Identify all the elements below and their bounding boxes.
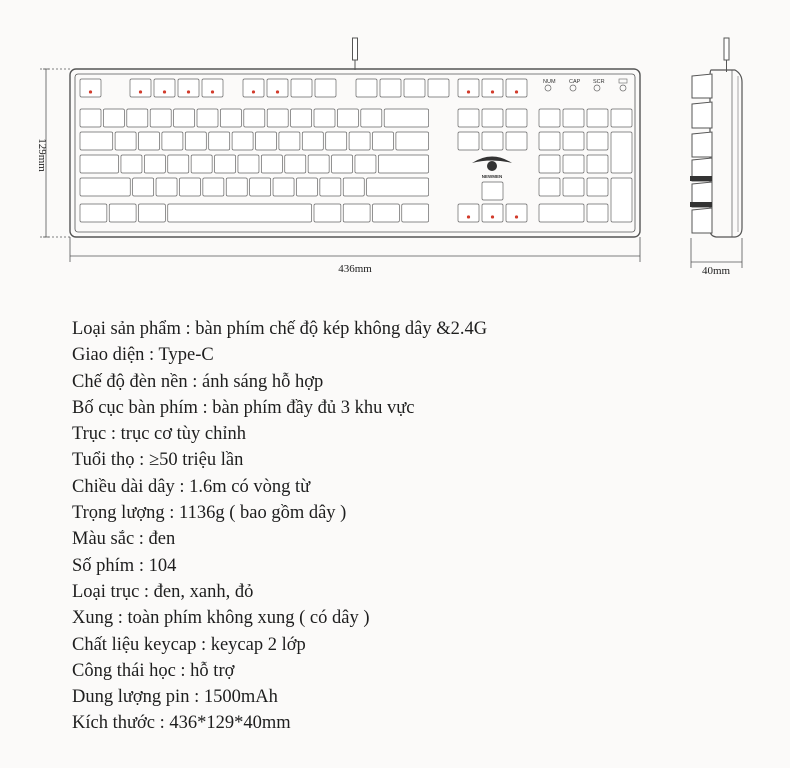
brand-logo: [472, 157, 512, 180]
cable: [353, 38, 358, 70]
keycap: [539, 204, 584, 222]
keycap: [139, 132, 160, 150]
length-dimension: [70, 237, 640, 262]
keycap: [178, 79, 199, 97]
keycap: [587, 109, 608, 127]
key-light-dot: [276, 90, 279, 93]
keycap: [332, 155, 353, 173]
keycap: [587, 155, 608, 173]
depth-dimension: [691, 238, 742, 268]
keycap: [185, 132, 206, 150]
keycap: [215, 155, 236, 173]
keycap: [209, 132, 230, 150]
indicator-cap-label: CAP: [569, 79, 581, 85]
keycap: [80, 132, 113, 150]
spec-key-count: Số phím : 104: [72, 555, 177, 576]
spec-lifespan: Tuổi thọ : ≥50 triệu lần: [72, 450, 244, 471]
keycap: [238, 155, 259, 173]
keycap: [130, 79, 151, 97]
keycap: [220, 109, 241, 127]
key-light-dot: [211, 90, 214, 93]
keycap: [244, 109, 265, 127]
keycap: [349, 132, 370, 150]
spec-switch-types: Loại trục : đen, xanh, đỏ: [72, 581, 254, 602]
keycap: [133, 178, 154, 196]
keycap: [256, 132, 277, 150]
key-light-dot: [139, 90, 142, 93]
keycap: [168, 155, 189, 173]
keycap: [320, 178, 341, 196]
keycap: [109, 204, 136, 222]
keycap: [127, 109, 148, 127]
keycap: [428, 79, 449, 97]
keycap: [80, 178, 130, 196]
keycap: [315, 79, 336, 97]
keycap: [302, 132, 323, 150]
keycaps: [80, 79, 632, 222]
keycap: [296, 178, 317, 196]
keycap: [103, 109, 124, 127]
keycap: [314, 109, 335, 127]
keycap: [203, 178, 224, 196]
keycap: [308, 155, 329, 173]
keycap: [373, 204, 400, 222]
length-label: 436mm: [338, 263, 372, 275]
keycap: [250, 178, 271, 196]
keycap: [356, 79, 377, 97]
key-light-dot: [467, 215, 470, 218]
keycap: [179, 178, 200, 196]
keycap: [139, 204, 166, 222]
spec-layout: Bố cục bàn phím : bàn phím đầy đủ 3 khu vực: [72, 397, 415, 418]
keycap: [261, 155, 282, 173]
keycap: [482, 79, 503, 97]
keycap: [191, 155, 212, 173]
depth-label: 40mm: [701, 265, 731, 277]
keycap: [587, 132, 608, 150]
keycap: [506, 109, 527, 127]
keycap: [402, 204, 429, 222]
keycap: [563, 155, 584, 173]
key-light-dot: [515, 90, 518, 93]
keycap: [162, 132, 183, 150]
keycap: [343, 178, 364, 196]
key-light-dot: [467, 90, 470, 93]
keycap: [273, 178, 294, 196]
keycap: [115, 132, 136, 150]
key-light-dot: [187, 90, 190, 93]
keycap: [168, 204, 312, 222]
keycap: [285, 155, 306, 173]
keycap: [458, 109, 479, 127]
keycap: [326, 132, 347, 150]
indicator-num-label: NUM: [543, 79, 556, 85]
keycap: [144, 155, 165, 173]
indicator-scr-label: SCR: [593, 79, 605, 85]
keycap: [611, 132, 632, 173]
keycap: [291, 79, 312, 97]
keycap: [458, 132, 479, 150]
spec-list: [72, 316, 487, 737]
keycap: [458, 79, 479, 97]
indicator-lights: [543, 79, 627, 91]
keycap: [174, 109, 195, 127]
keycap: [314, 204, 341, 222]
keycap: [232, 132, 253, 150]
keycap: [587, 204, 608, 222]
spec-battery: Dung lượng pin : 1500mAh: [72, 687, 278, 708]
keycap: [154, 79, 175, 97]
spec-product-type: Loại sản phẩm : bàn phím chế độ kép không dây &2.4G: [72, 319, 488, 339]
key-light-dot: [163, 90, 166, 93]
keycap: [243, 79, 264, 97]
keycap: [80, 79, 101, 97]
spec-switch: Trục : trục cơ tùy chỉnh: [72, 424, 247, 445]
key-light-dot: [252, 90, 255, 93]
keycap: [611, 109, 632, 127]
keycap: [380, 79, 401, 97]
spec-backlight: Chế độ đèn nền : ánh sáng hỗ hợp: [72, 371, 324, 392]
keycap: [378, 155, 428, 173]
keycap: [337, 109, 358, 127]
keycap: [482, 182, 503, 200]
keycap: [80, 109, 101, 127]
keycap: [202, 79, 223, 97]
keycap: [458, 204, 479, 222]
keycap: [121, 155, 142, 173]
keycap: [197, 109, 218, 127]
side-view: [690, 38, 742, 237]
keycap: [291, 109, 312, 127]
keycap: [267, 79, 288, 97]
keycap: [279, 132, 300, 150]
keycap: [396, 132, 429, 150]
spec-weight: Trọng lượng : 1136g ( bao gồm dây ): [72, 503, 347, 524]
keycap: [506, 204, 527, 222]
spec-cable-length: Chiều dài dây : 1.6m có vòng từ: [72, 476, 311, 497]
keycap: [404, 79, 425, 97]
key-light-dot: [491, 215, 494, 218]
spec-color: Màu sắc : đen: [72, 529, 176, 550]
keycap: [482, 109, 503, 127]
keycap: [506, 79, 527, 97]
keycap: [80, 204, 107, 222]
keycap: [267, 109, 288, 127]
keycap: [482, 132, 503, 150]
keycap: [539, 132, 560, 150]
keycap: [80, 155, 119, 173]
keycap: [355, 155, 376, 173]
keycap: [539, 155, 560, 173]
keycap: [506, 132, 527, 150]
spec-size: Kích thước : 436*129*40mm: [72, 713, 291, 734]
keycap: [343, 204, 370, 222]
keycap: [482, 204, 503, 222]
keycap: [563, 132, 584, 150]
height-label: 129mm: [36, 138, 48, 172]
keycap: [156, 178, 177, 196]
keycap: [384, 109, 428, 127]
keycap: [563, 178, 584, 196]
spec-interface: Giao diện : Type-C: [72, 345, 214, 366]
keycap: [367, 178, 429, 196]
key-light-dot: [89, 90, 92, 93]
keycap: [587, 178, 608, 196]
keycap: [361, 109, 382, 127]
keycap: [226, 178, 247, 196]
spec-ergonomics: Công thái học : hỗ trợ: [72, 660, 235, 681]
keycap: [373, 132, 394, 150]
keycap: [611, 178, 632, 222]
spec-keycap-material: Chất liệu keycap : keycap 2 lớp: [72, 634, 306, 655]
key-light-dot: [491, 90, 494, 93]
keycap: [539, 109, 560, 127]
keycap: [539, 178, 560, 196]
keycap: [563, 109, 584, 127]
keycap: [150, 109, 171, 127]
spec-rollover: Xung : toàn phím không xung ( có dây ): [72, 608, 370, 629]
brand-logo-text: NEWMEN: [481, 174, 503, 179]
key-light-dot: [515, 215, 518, 218]
keyboard-technical-drawing: [0, 0, 790, 290]
